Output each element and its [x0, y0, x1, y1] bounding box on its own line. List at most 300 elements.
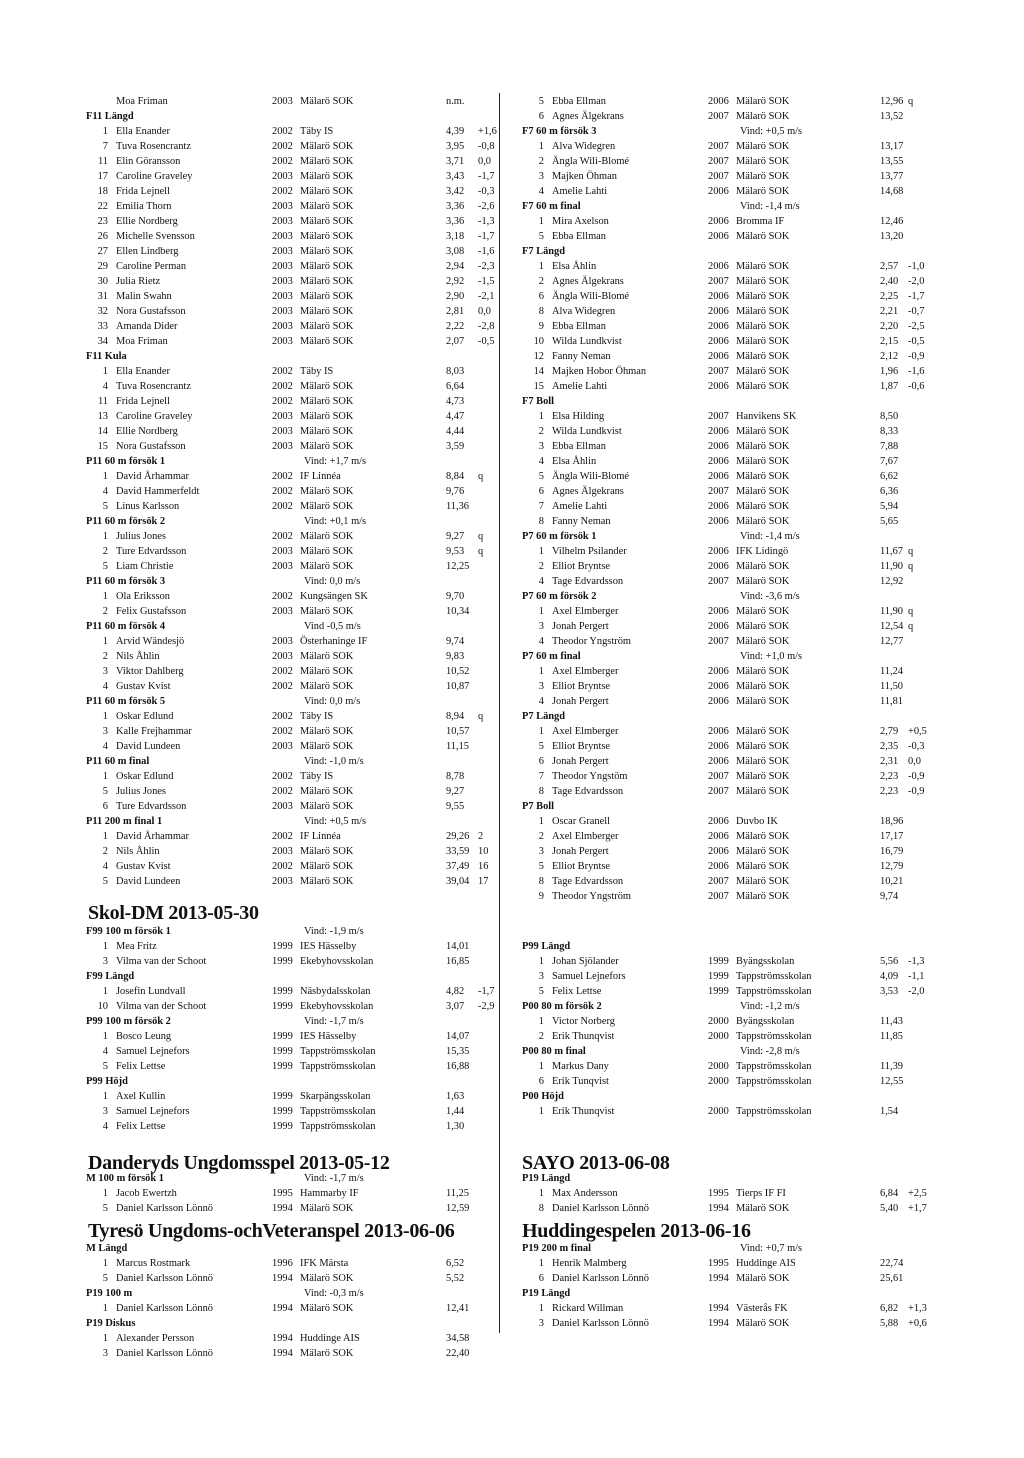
birth-year: 1994: [272, 1333, 293, 1344]
result-row: [522, 274, 942, 289]
result-row: [86, 1029, 500, 1044]
result-value: 12,92: [880, 576, 904, 587]
result-value: 12,96: [880, 96, 904, 107]
result-row: [522, 814, 942, 829]
athlete-name: Samuel Lejnefors: [116, 1046, 190, 1057]
result-value: 11,39: [880, 1061, 903, 1072]
club-name: Mälarö SOK: [300, 231, 354, 242]
athlete-name: Elliot Bryntse: [552, 681, 611, 692]
club-name: Mälarö SOK: [300, 786, 354, 797]
athlete-name: Tage Edvardsson: [552, 876, 624, 887]
result-row: [86, 469, 500, 484]
birth-year: 2003: [272, 261, 293, 272]
wind-or-place: -1,7: [478, 986, 495, 997]
birth-year: 2002: [272, 126, 293, 137]
event-header: [522, 394, 942, 409]
birth-year: 2006: [708, 606, 729, 617]
wind-info: Vind: +1,7 m/s: [304, 456, 367, 467]
result-value: 1,87: [880, 381, 899, 392]
left-results-block: [86, 94, 500, 889]
result-row: [522, 1074, 942, 1089]
event-title: P11 60 m försök 2: [86, 516, 166, 527]
athlete-name: David Lundeen: [116, 741, 181, 752]
result-value: 29,26: [446, 831, 470, 842]
result-value: 6,36: [880, 486, 899, 497]
result-row: [86, 829, 500, 844]
rank: 1: [102, 1333, 108, 1344]
athlete-name: David Hammerfeldt: [116, 486, 200, 497]
result-value: 6,52: [446, 1258, 465, 1269]
result-row: [86, 724, 500, 739]
result-row: [522, 409, 942, 424]
result-row: [522, 1186, 942, 1201]
rank: 1: [538, 141, 544, 152]
result-value: 2,31: [880, 756, 899, 767]
club-name: Mälarö SOK: [300, 486, 354, 497]
result-value: 2,23: [880, 786, 899, 797]
club-name: Mälarö SOK: [300, 291, 354, 302]
result-value: 4,73: [446, 396, 465, 407]
result-row: [522, 259, 942, 274]
result-row: [86, 589, 500, 604]
rank: 1: [102, 771, 108, 782]
result-value: 1,54: [880, 1106, 899, 1117]
club-name: Mälarö SOK: [300, 1348, 354, 1359]
result-value: 2,92: [446, 276, 465, 287]
result-value: 11,67: [880, 546, 903, 557]
result-row: [86, 954, 500, 969]
result-row: [522, 364, 942, 379]
club-name: Tappströmsskolan: [736, 1076, 812, 1087]
result-row: [86, 739, 500, 754]
athlete-name: Erik Tunqvist: [552, 1076, 609, 1087]
rank: 33: [97, 321, 108, 332]
event-header: [522, 244, 942, 259]
club-name: Mälarö SOK: [736, 741, 790, 752]
athlete-name: David Århammar: [116, 471, 189, 482]
club-name: Mälarö SOK: [300, 801, 354, 812]
result-value: 9,70: [446, 591, 465, 602]
result-row: [522, 984, 942, 999]
result-value: 3,42: [446, 186, 465, 197]
rank: 2: [538, 831, 544, 842]
wind-info: Vind: -1,2 m/s: [740, 1001, 800, 1012]
result-row: [522, 499, 942, 514]
result-value: 12,77: [880, 636, 904, 647]
club-name: Mälarö SOK: [300, 501, 354, 512]
athlete-name: Victor Norberg: [552, 1016, 615, 1027]
athlete-name: Ellie Nordberg: [116, 426, 178, 437]
result-row: [86, 154, 500, 169]
result-value: 11,90: [880, 606, 903, 617]
result-row: [86, 844, 500, 859]
athlete-name: Linus Karlsson: [116, 501, 180, 512]
result-row: [522, 349, 942, 364]
rank: 2: [538, 156, 544, 167]
rank: 1: [538, 1106, 544, 1117]
wind-or-place: q: [478, 711, 484, 722]
event-title: P19 Längd: [522, 1288, 571, 1299]
result-row: [86, 394, 500, 409]
birth-year: 2003: [272, 246, 293, 257]
result-value: 14,68: [880, 186, 904, 197]
athlete-name: Ellen Lindberg: [116, 246, 179, 257]
club-name: Tappströmsskolan: [736, 1106, 812, 1117]
birth-year: 2006: [708, 816, 729, 827]
result-value: 6,62: [880, 471, 899, 482]
result-value: 18,96: [880, 816, 904, 827]
result-value: 10,57: [446, 726, 470, 737]
athlete-name: Nora Gustafsson: [116, 306, 186, 317]
club-name: Mälarö SOK: [736, 831, 790, 842]
club-name: Mälarö SOK: [300, 186, 354, 197]
birth-year: 2003: [272, 636, 293, 647]
birth-year: 2006: [708, 831, 729, 842]
birth-year: 2003: [272, 411, 293, 422]
club-name: Tappströmsskolan: [736, 1061, 812, 1072]
event-header: [522, 1241, 942, 1256]
result-value: 2,90: [446, 291, 465, 302]
result-value: 4,44: [446, 426, 465, 437]
club-name: Mälarö SOK: [300, 156, 354, 167]
rank: 1: [102, 591, 108, 602]
athlete-name: Jonah Pergert: [552, 621, 609, 632]
huddinge-block: [522, 1241, 942, 1331]
rank: 3: [102, 726, 108, 737]
birth-year: 2006: [708, 681, 729, 692]
birth-year: 2006: [708, 546, 729, 557]
result-row: [522, 379, 942, 394]
result-row: [86, 424, 500, 439]
section-title-tyreso: Tyresö Ungdoms-ochVeteranspel 2013-06-06: [88, 1220, 455, 1242]
wind-or-place: -0,9: [908, 351, 925, 362]
birth-year: 2006: [708, 96, 729, 107]
rank: 5: [538, 741, 544, 752]
result-row: [86, 319, 500, 334]
athlete-name: Daniel Karlsson Lönnö: [116, 1348, 213, 1359]
wind-or-place: -0,6: [908, 381, 925, 392]
birth-year: 1999: [708, 956, 729, 967]
birth-year: 2006: [708, 501, 729, 512]
rank: 8: [538, 516, 544, 527]
birth-year: 1999: [272, 1121, 293, 1132]
rank: 3: [102, 1106, 108, 1117]
rank: 1: [538, 1061, 544, 1072]
event-title: P99 Längd: [522, 941, 571, 952]
rank: 27: [97, 246, 108, 257]
wind-info: Vind: -1,9 m/s: [304, 926, 364, 937]
result-value: 8,03: [446, 366, 465, 377]
wind-or-place: q: [908, 96, 914, 107]
birth-year: 2002: [272, 366, 293, 377]
birth-year: 2006: [708, 561, 729, 572]
wind-or-place: -0,5: [478, 336, 495, 347]
athlete-name: Rickard Willman: [552, 1303, 624, 1314]
result-row: [86, 784, 500, 799]
club-name: Mälarö SOK: [736, 681, 790, 692]
athlete-name: Vilhelm Psilander: [552, 546, 627, 557]
club-name: Mälarö SOK: [736, 1273, 790, 1284]
event-title: P7 60 m försök 1: [522, 531, 597, 542]
wind-or-place: -2,6: [478, 201, 495, 212]
club-name: Mälarö SOK: [300, 876, 354, 887]
birth-year: 2007: [708, 786, 729, 797]
rank: 8: [538, 1203, 544, 1214]
athlete-name: David Lundeen: [116, 876, 181, 887]
rank: 32: [97, 306, 108, 317]
result-value: 2,94: [446, 261, 465, 272]
birth-year: 2006: [708, 861, 729, 872]
birth-year: 2007: [708, 366, 729, 377]
club-name: Hammarby IF: [300, 1188, 359, 1199]
event-header: [86, 969, 500, 984]
result-row: [522, 109, 942, 124]
rank: 1: [102, 471, 108, 482]
club-name: Mälarö SOK: [300, 1273, 354, 1284]
rank: 4: [102, 1121, 108, 1132]
club-name: Mälarö SOK: [300, 201, 354, 212]
event-title: F99 100 m försök 1: [86, 926, 171, 937]
result-row: [522, 289, 942, 304]
birth-year: 2000: [708, 1061, 729, 1072]
birth-year: 2007: [708, 891, 729, 902]
result-row: [522, 604, 942, 619]
rank: 4: [102, 861, 108, 872]
result-row: [86, 334, 500, 349]
event-header: [86, 814, 500, 829]
birth-year: 2006: [708, 321, 729, 332]
result-row: [522, 1316, 942, 1331]
athlete-name: Elliot Bryntse: [552, 861, 611, 872]
wind-info: Vind: 0,0 m/s: [304, 576, 361, 587]
athlete-name: Fanny Neman: [552, 351, 611, 362]
club-name: Hanvikens SK: [736, 411, 797, 422]
result-value: 13,20: [880, 231, 904, 242]
athlete-name: Ebba Ellman: [552, 321, 606, 332]
birth-year: 2002: [272, 861, 293, 872]
wind-or-place: -0,8: [478, 141, 495, 152]
event-title: M 100 m försök 1: [86, 1173, 164, 1184]
event-title: P00 80 m försök 2: [522, 1001, 602, 1012]
athlete-name: Axel Elmberger: [552, 666, 619, 677]
athlete-name: Vilma van der Schoot: [116, 956, 207, 967]
result-value: 6,84: [880, 1188, 899, 1199]
birth-year: 2006: [708, 261, 729, 272]
rank: 5: [538, 96, 544, 107]
right-results-block: [522, 94, 942, 904]
result-value: 12,59: [446, 1203, 470, 1214]
athlete-name: Axel Elmberger: [552, 606, 619, 617]
section-title-skol: Skol-DM 2013-05-30: [88, 902, 259, 924]
club-name: Tappströmsskolan: [300, 1046, 376, 1057]
event-title: P7 Boll: [522, 801, 555, 812]
event-title: P11 60 m försök 1: [86, 456, 166, 467]
wind-or-place: -1,3: [478, 216, 495, 227]
section-title-huddinge: Huddingespelen 2013-06-16: [522, 1220, 751, 1242]
birth-year: 2000: [708, 1031, 729, 1042]
athlete-name: Alva Widegren: [552, 306, 616, 317]
result-row: [522, 169, 942, 184]
result-value: 25,61: [880, 1273, 904, 1284]
athlete-name: Samuel Lejnefors: [116, 1106, 190, 1117]
result-row: [522, 334, 942, 349]
result-row: [86, 1201, 500, 1216]
wind-info: Vind: -2,8 m/s: [740, 1046, 800, 1057]
event-header: [522, 939, 942, 954]
club-name: Mälarö SOK: [736, 576, 790, 587]
result-value: 4,09: [880, 971, 899, 982]
result-row: [522, 1029, 942, 1044]
athlete-name: Agnes Älgekrans: [552, 276, 624, 287]
rank: 4: [102, 741, 108, 752]
result-row: [86, 169, 500, 184]
club-name: Huddinge AIS: [300, 1333, 360, 1344]
athlete-name: Julius Jones: [116, 786, 166, 797]
club-name: Ekebyhovsskolan: [300, 956, 374, 967]
event-title: P7 Längd: [522, 711, 566, 722]
athlete-name: Felix Gustafsson: [116, 606, 187, 617]
result-value: 16,79: [880, 846, 904, 857]
wind-or-place: 16: [478, 861, 489, 872]
result-value: 1,96: [880, 366, 899, 377]
club-name: Näsbydalsskolan: [300, 986, 371, 997]
result-row: [522, 574, 942, 589]
result-value: 11,43: [880, 1016, 903, 1027]
rank: 5: [538, 861, 544, 872]
club-name: Mälarö SOK: [736, 846, 790, 857]
result-value: 22,74: [880, 1258, 904, 1269]
rank: 4: [538, 576, 544, 587]
birth-year: 1994: [272, 1203, 293, 1214]
wind-or-place: q: [908, 561, 914, 572]
result-row: [86, 94, 500, 109]
rank: 6: [538, 756, 544, 767]
wind-or-place: -1,7: [478, 231, 495, 242]
club-name: Täby IS: [300, 366, 334, 377]
event-header: [522, 649, 942, 664]
birth-year: 1996: [272, 1258, 293, 1269]
event-header: [522, 709, 942, 724]
birth-year: 2002: [272, 726, 293, 737]
wind-or-place: -2,0: [908, 986, 925, 997]
club-name: Västerås FK: [736, 1303, 788, 1314]
athlete-name: Elsa Åhlin: [552, 456, 597, 467]
birth-year: 2003: [272, 171, 293, 182]
athlete-name: Daniel Karlsson Lönnö: [552, 1203, 649, 1214]
wind-or-place: -1,7: [908, 291, 925, 302]
result-value: 16,88: [446, 1061, 470, 1072]
rank: 1: [102, 1031, 108, 1042]
club-name: Mälarö SOK: [300, 651, 354, 662]
result-value: 2,25: [880, 291, 899, 302]
result-row: [86, 769, 500, 784]
rank: 6: [538, 1076, 544, 1087]
result-value: 2,57: [880, 261, 899, 272]
event-title: P99 Höjd: [86, 1076, 128, 1087]
athlete-name: Caroline Graveley: [116, 171, 193, 182]
club-name: Mälarö SOK: [736, 441, 790, 452]
rank: 5: [102, 786, 108, 797]
result-row: [86, 379, 500, 394]
club-name: Mälarö SOK: [300, 1303, 354, 1314]
birth-year: 1995: [272, 1188, 293, 1199]
club-name: IF Linnéa: [300, 471, 341, 482]
birth-year: 2002: [272, 786, 293, 797]
result-value: 13,17: [880, 141, 904, 152]
result-row: [86, 559, 500, 574]
result-row: [522, 694, 942, 709]
athlete-name: Oscar Granell: [552, 816, 610, 827]
result-row: [522, 319, 942, 334]
birth-year: 2007: [708, 171, 729, 182]
birth-year: 2003: [272, 441, 293, 452]
result-value: 11,25: [446, 1188, 469, 1199]
birth-year: 2003: [272, 291, 293, 302]
club-name: Mälarö SOK: [300, 246, 354, 257]
club-name: Mälarö SOK: [300, 276, 354, 287]
result-row: [86, 634, 500, 649]
result-row: [86, 1301, 500, 1316]
athlete-name: Nora Gustafsson: [116, 441, 186, 452]
club-name: Byängsskolan: [736, 956, 795, 967]
wind-info: Vind: +0,1 m/s: [304, 516, 367, 527]
result-row: [522, 454, 942, 469]
club-name: IES Hässelby: [300, 1031, 357, 1042]
event-title: P19 Diskus: [86, 1318, 136, 1329]
rank: 17: [97, 171, 108, 182]
event-header: [522, 1089, 942, 1104]
result-value: 2,21: [880, 306, 899, 317]
result-row: [522, 229, 942, 244]
rank: 3: [538, 171, 544, 182]
event-title: M Längd: [86, 1243, 128, 1254]
club-name: Mälarö SOK: [736, 561, 790, 572]
club-name: Mälarö SOK: [736, 696, 790, 707]
result-row: [522, 1104, 942, 1119]
birth-year: 2003: [272, 201, 293, 212]
birth-year: 2000: [708, 1106, 729, 1117]
result-row: [86, 1044, 500, 1059]
athlete-name: Amelie Lahti: [552, 381, 608, 392]
result-row: [522, 1014, 942, 1029]
result-value: 3,36: [446, 201, 465, 212]
result-row: [522, 859, 942, 874]
athlete-name: Jonah Pergert: [552, 846, 609, 857]
rank: 4: [102, 486, 108, 497]
result-value: 3,71: [446, 156, 465, 167]
result-value: 34,58: [446, 1333, 470, 1344]
event-header: [86, 454, 500, 469]
birth-year: 2003: [272, 96, 293, 107]
athlete-name: Daniel Karlsson Lönnö: [552, 1318, 649, 1329]
rank: 6: [538, 291, 544, 302]
result-value: 6,64: [446, 381, 465, 392]
club-name: Mälarö SOK: [736, 171, 790, 182]
club-name: Mälarö SOK: [736, 366, 790, 377]
athlete-name: Markus Dany: [552, 1061, 609, 1072]
athlete-name: Felix Lettse: [552, 986, 602, 997]
result-value: 11,15: [446, 741, 469, 752]
result-row: [86, 1271, 500, 1286]
club-name: Mälarö SOK: [736, 96, 790, 107]
event-header: [86, 1171, 500, 1186]
birth-year: 2006: [708, 381, 729, 392]
result-value: 2,15: [880, 336, 899, 347]
club-name: Mälarö SOK: [736, 891, 790, 902]
event-title: P99 100 m försök 2: [86, 1016, 171, 1027]
athlete-name: Nils Åhlin: [116, 846, 160, 857]
rank: 34: [97, 336, 108, 347]
